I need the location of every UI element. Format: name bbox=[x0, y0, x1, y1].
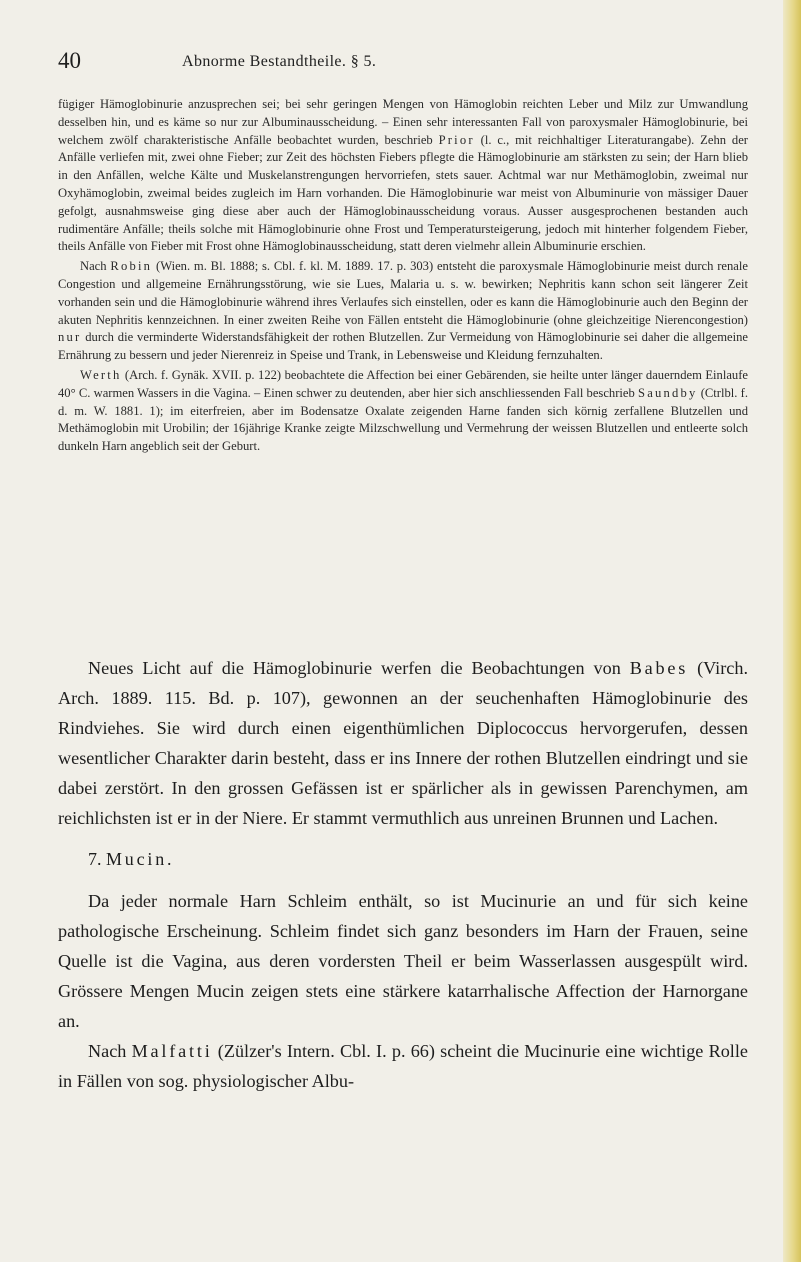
small-paragraph-2 bbox=[58, 258, 748, 365]
text-run: (Virch. Arch. 1889. 115. Bd. p. 107), gewonnen an der seuchenhaften Hämoglobinurie des Rindviehes. Sie wird durch einen eigenthümlichen Diplococcus hervorgerufen, dessen wesentlicher Charakter darin besteht, dass er ins Innere der rothen Blutzellen eindringt und sie dabei zerstört. In den grossen Gefässen ist er spärlicher als in gewissen Parenchymen, am reichlichsten ist er in der Niere. Er stammt vermuthlich aus unreinen Brunnen und Lachen. bbox=[58, 658, 748, 828]
text-run: Neues Licht auf die Hämoglobinurie werfen die Beobachtungen von bbox=[88, 658, 630, 678]
author-name: Saundby bbox=[638, 385, 698, 400]
main-paragraph-1 bbox=[58, 654, 748, 833]
author-name: Robin bbox=[110, 259, 153, 274]
text-run: (Zülzer's Intern. Cbl. I. p. 66) scheint die Mucinurie eine wichtige Rolle in Fällen von sog. physiologischer Albu- bbox=[58, 1040, 748, 1091]
page-edge-strip bbox=[783, 0, 801, 1262]
author-name: Werth bbox=[80, 367, 122, 382]
emphasis: nur bbox=[58, 330, 82, 345]
section-number: 7. bbox=[88, 849, 102, 870]
text-run: (Arch. f. Gynäk. XVII. p. 122) beobachtete die Affection bei einer Gebärenden, sie heilte unter länger dauerndem Einlaufe 40° C. warmen Wassers in die Vagina. – Einen schwer zu deutenden, aber hier sich anschliessenden Fall beschrieb bbox=[58, 367, 748, 400]
page-header bbox=[58, 48, 751, 78]
main-paragraph-2 bbox=[58, 887, 748, 1037]
text-run: Nach bbox=[80, 259, 111, 274]
author-name: Babes bbox=[629, 658, 689, 678]
small-print-block bbox=[58, 96, 748, 458]
section-heading bbox=[58, 845, 748, 875]
section-title: Mucin. bbox=[106, 849, 175, 870]
author-name: Malfatti bbox=[131, 1040, 213, 1061]
text-run: fügiger Hämoglobinurie anzusprechen sei; bei sehr geringen Mengen von Hämoglobin reichten Leber und Milz zur Umwandlung desselben hin, und es käme so nur zur Albuminausscheidung. – Einen sehr interessanten Fall von paroxysmaler Hämoglobinurie, bei welchem zwölf charakteristische Anfälle beobachtet wurden, beschrieb bbox=[58, 97, 748, 147]
text-run: durch die verminderte Widerstandsfähigkeit der rothen Blutzellen. Zur Vermeidung von Hämoglobinurie sei daher die allgemeine Ernährung zu bessern und jeder Nierenreiz in Speise und Trank, in Lebensweise und Kleidung fernzuhalten. bbox=[58, 330, 748, 363]
text-run: Da jeder normale Harn Schleim enthält, so ist Mucinurie an und für sich keine pathologische Erscheinung. Schleim findet sich ganz besonders im Harn der Frauen, seine Quelle ist die Vagina, aus deren vordersten Theil er beim Wasserlassen ausgespült wird. Grössere Mengen Mucin zeigen stets eine stärkere katarrhalische Affection der Harnorgane an. bbox=[58, 891, 748, 1031]
main-paragraph-3 bbox=[58, 1037, 748, 1097]
page-number: 40 bbox=[58, 48, 81, 73]
text-run: (Ctrlbl. f. d. m. W. 1881. 1); im eiterfreien, aber im Bodensatze Oxalate zeigenden Harne fanden sich körnig zerfallene Blutzellen und Methämoglobin mit Urobilin; der 16jährige Kranke zeigte Milzschwellung und Vermehrung der weissen Blutzellen und entleerte solch dunkeln Harn angeblich seit der Geburt. bbox=[58, 385, 748, 454]
author-name: Prior bbox=[438, 132, 475, 147]
main-text-block bbox=[58, 654, 748, 1097]
small-paragraph-3 bbox=[58, 367, 748, 456]
small-paragraph-1 bbox=[58, 96, 748, 256]
text-run: (Wien. m. Bl. 1888; s. Cbl. f. kl. M. 1889. 17. p. 303) entsteht die paroxysmale Hämoglobinurie meist durch renale Congestion und allgemeine Ernährungsstörung, wie sie Lues, Malaria u. s. w. bewirken; Nephritis kann schon seit längerer Zeit vorhanden sein und die Hämoglobinurie während ihres Verlaufes sich einstellen, oder es kann die Hämoglobinurie auch den Beginn der akuten Nephritis kennzeichnen. In einer zweiten Reihe von Fällen entsteht die Hämoglobinurie (ohne gleichzeitige Nierencongestion) bbox=[58, 259, 748, 327]
running-title: Abnorme Bestandtheile. § 5. bbox=[182, 53, 377, 70]
text-run: Nach bbox=[88, 1040, 132, 1061]
text-run: (l. c., mit reichhaltiger Literaturangabe). Zehn der Anfälle verliefen mit, zwei ohne Fieber; zur Zeit des höchsten Fiebers pflegte die Hämoglobinurie am stärksten zu sein; der Harn blieb in den Anfällen, welche Kälte und Muskelanstrengungen hervorriefen, stets sauer. Achtmal war nur Methämoglobin, zweimal nur Oxyhämoglobin, zweimal beides zugleich im Harn vorhanden. Die Hämoglobinurie war meist von Albuminurie von mässiger Dauer gefolgt, ausnahmsweise ging diese aber auch der Hämoglobinausscheidung voraus. Ausser ausgesprochenen bestanden auch rudimentäre Anfälle; theils solche mit Hämoglobinurie ohne Frost und Temperatursteigerung, jedoch mit hinterher folgendem Fieber, theils Anfälle von Fieber mit Frost ohne Hämoglobinausscheidung, statt deren vielmehr allein Albuminurie erschien. bbox=[58, 132, 748, 254]
